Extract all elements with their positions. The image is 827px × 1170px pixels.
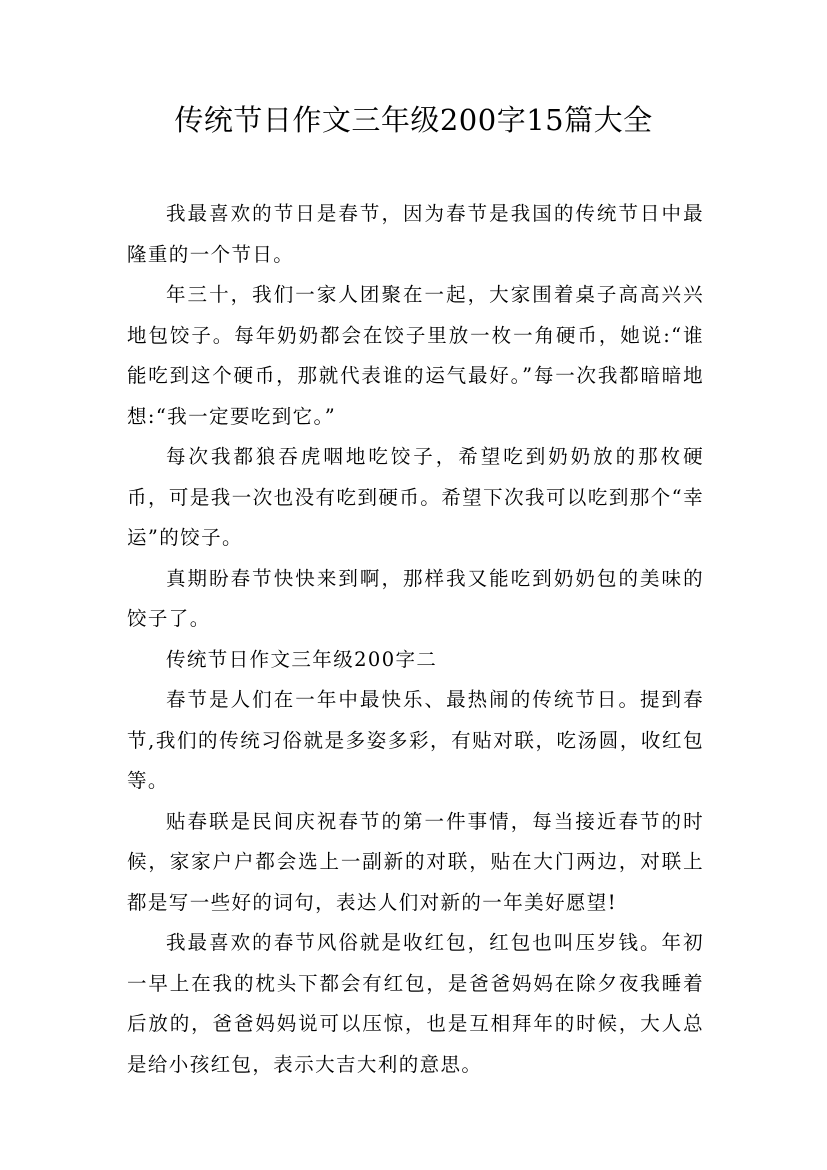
paragraph: 春节是人们在一年中最快乐、最热闹的传统节日。提到春节,我们的传统习俗就是多姿多彩，有贴对联，吃汤圆，收红包等。 bbox=[127, 688, 704, 792]
paragraph: 贴春联是民间庆祝春节的第一件事情，每当接近春节的时候，家家户户都会选上一副新的对联，贴在大门两边，对联上都是写一些好的词句，表达人们对新的一年美好愿望! bbox=[127, 809, 704, 914]
paragraph: 我最喜欢的节日是春节，因为春节是我国的传统节日中最隆重的一个节日。 bbox=[127, 202, 704, 266]
document-title: 传统节日作文三年级200字15篇大全 bbox=[174, 103, 653, 137]
paragraph: 真期盼春节快快来到啊，那样我又能吃到奶奶包的美味的饺子了。 bbox=[127, 566, 704, 630]
paragraph: 我最喜欢的春节风俗就是收红包，红包也叫压岁钱。年初一早上在我的枕头下都会有红包，是爸爸妈妈在除夕夜我睡着后放的，爸爸妈妈说可以压惊，也是互相拜年的时候，大人总是给小孩红包，表示大吉大利的意思。 bbox=[127, 931, 704, 1076]
paragraph: 每次我都狼吞虎咽地吃饺子，希望吃到奶奶放的那枚硬币，可是我一次也没有吃到硬币。希望下次我可以吃到那个“幸运”的饺子。 bbox=[127, 445, 704, 549]
section-heading: 传统节日作文三年级200字二 bbox=[166, 647, 438, 671]
paragraph: 年三十，我们一家人团聚在一起，大家围着桌子高高兴兴地包饺子。每年奶奶都会在饺子里放一枚一角硬币，她说:“谁能吃到这个硬币，那就代表谁的运气最好。”每一次我都暗暗地想:“我一定要吃到它。” bbox=[127, 283, 704, 428]
document-body bbox=[127, 194, 704, 1085]
